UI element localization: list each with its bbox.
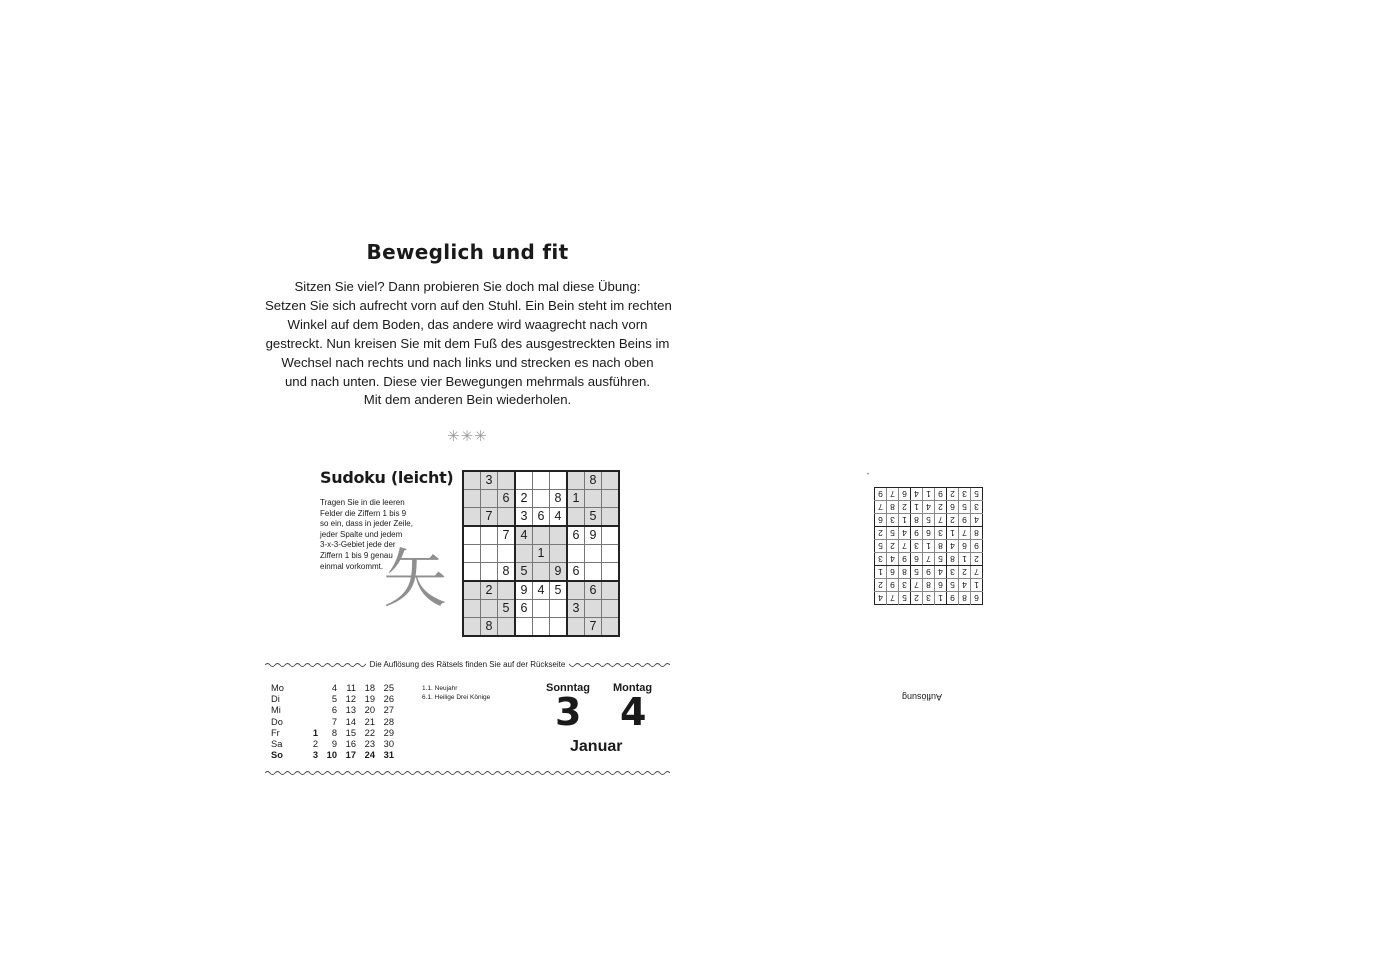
sudoku-cell: 5 [585, 508, 602, 527]
sudoku-cell [533, 563, 550, 582]
solution-cell: 1 [971, 579, 983, 592]
sudoku-cell [463, 526, 481, 545]
sudoku-cell: 6 [567, 563, 585, 582]
sudoku-cell: 3 [567, 600, 585, 618]
solution-cell: 1 [923, 488, 935, 501]
calendar-date: 4 [331, 683, 337, 693]
solution-cell: 6 [971, 592, 983, 605]
instruction-line: jeder Spalte und jedem [320, 529, 403, 539]
solution-cell: 5 [923, 514, 935, 527]
weekday-label: Do [271, 716, 283, 727]
solution-cell: 5 [947, 579, 959, 592]
sudoku-cell: 5 [498, 600, 516, 618]
instruction-line: Felder die Ziffern 1 bis 9 [320, 508, 407, 518]
sudoku-cell [533, 471, 550, 490]
calendar-date: 20 [364, 705, 375, 716]
sudoku-row [463, 618, 619, 637]
sudoku-cell: 8 [498, 563, 516, 582]
sudoku-cell: 7 [585, 618, 602, 637]
sudoku-cell: 3 [481, 471, 498, 490]
solution-cell: 2 [887, 540, 899, 553]
calendar-week-row [271, 705, 394, 716]
calendar-front-page [265, 230, 670, 790]
sudoku-cell [602, 490, 620, 508]
page-title: Beweglich und fit [366, 240, 569, 264]
exercise-line: Setzen Sie sich aufrecht vorn auf den Stuhl. Ein Bein steht im rechten [265, 297, 672, 313]
sudoku-cell: 8 [550, 490, 568, 508]
calendar-date: 26 [383, 694, 394, 705]
sudoku-cell [515, 471, 533, 490]
solution-row [875, 592, 983, 605]
solution-cell: 4 [947, 540, 959, 553]
calendar-date: 9 [331, 739, 337, 750]
exercise-line: Mit dem anderen Bein wiederholen. [363, 392, 572, 408]
sudoku-cell: 3 [515, 508, 533, 527]
day-number-4: 4 [620, 690, 647, 734]
calendar-date [299, 705, 318, 716]
calendar-date: 3 [312, 750, 318, 761]
instruction-line: 3-x-3-Gebiet jede der [320, 540, 396, 550]
calendar-date: 10 [326, 750, 337, 761]
sudoku-title: Sudoku (leicht) [320, 468, 454, 487]
calendar-date: 6 [331, 705, 337, 716]
sudoku-grid [462, 470, 620, 637]
solution-cell: 9 [911, 527, 923, 540]
calendar-back-page [860, 470, 1000, 710]
solution-cell: 3 [875, 553, 887, 566]
sudoku-cell [602, 508, 620, 527]
solution-cell: 6 [935, 579, 947, 592]
calendar-date: 27 [383, 705, 394, 716]
sudoku-cell [550, 618, 568, 637]
sudoku-cell [567, 471, 585, 490]
sudoku-cell: 4 [550, 508, 568, 527]
sudoku-cell [602, 618, 620, 637]
solution-cell: 8 [887, 501, 899, 514]
calendar-date: 30 [383, 739, 394, 750]
sudoku-cell [481, 563, 498, 582]
solution-cell: 6 [923, 527, 935, 540]
solution-cell: 3 [959, 488, 971, 501]
solution-cell: 2 [947, 514, 959, 527]
sudoku-cell [567, 545, 585, 563]
sudoku-cell [498, 471, 516, 490]
calendar-date: 25 [383, 683, 394, 693]
calendar-week-row [271, 739, 394, 750]
solution-cell: 6 [959, 540, 971, 553]
solution-cell: 2 [959, 566, 971, 579]
sudoku-cell [567, 508, 585, 527]
solution-cell: 9 [887, 579, 899, 592]
sudoku-row [463, 581, 619, 600]
sudoku-cell [550, 600, 568, 618]
sudoku-cell: 4 [533, 581, 550, 600]
sudoku-cell [515, 618, 533, 637]
sudoku-cell: 6 [585, 581, 602, 600]
solution-cell: 3 [887, 514, 899, 527]
sudoku-cell [602, 471, 620, 490]
weekday-label: Mo [271, 683, 284, 693]
calendar-date: 1 [312, 727, 318, 738]
calendar-date [299, 694, 318, 705]
solution-hint [265, 660, 670, 669]
solution-cell: 2 [875, 579, 887, 592]
instruction-line: Tragen Sie in die leeren [320, 498, 405, 507]
sudoku-cell [602, 600, 620, 618]
solution-cell: 7 [923, 553, 935, 566]
calendar-date: 16 [345, 739, 356, 750]
solution-cell: 5 [887, 527, 899, 540]
calendar-week-row [271, 717, 394, 728]
solution-cell: 1 [947, 527, 959, 540]
kanji-symbol: 矢 [383, 543, 447, 617]
instruction-line: Ziffern 1 bis 9 genau [320, 550, 393, 560]
solution-cell: 2 [971, 553, 983, 566]
solution-cell: 4 [887, 553, 899, 566]
sudoku-cell [550, 545, 568, 563]
sudoku-cell [602, 545, 620, 563]
sudoku-row [463, 563, 619, 582]
sudoku-cell [585, 600, 602, 618]
solution-cell: 2 [875, 527, 887, 540]
solution-row [875, 527, 983, 540]
calendar-week-row [271, 750, 394, 761]
sudoku-row [463, 545, 619, 563]
weekday-label: Mi [271, 705, 281, 716]
solution-cell: 6 [947, 501, 959, 514]
sudoku-cell [533, 618, 550, 637]
day-name-monday: Montag [613, 682, 653, 694]
solution-cell: 4 [959, 579, 971, 592]
solution-cell: 3 [947, 566, 959, 579]
sudoku-cell: 7 [498, 526, 516, 545]
day-number-3: 3 [555, 690, 582, 734]
weekday-label: Sa [271, 739, 283, 750]
exercise-text [265, 278, 670, 410]
solution-cell: 8 [947, 553, 959, 566]
month-calendar [271, 683, 394, 761]
sudoku-cell [463, 618, 481, 637]
solution-cell: 5 [959, 501, 971, 514]
exercise-line: Wechsel nach rechts und nach links und strecken es nach oben [281, 354, 654, 370]
calendar-date [299, 717, 318, 728]
solution-cell: 5 [971, 488, 983, 501]
calendar-date: 8 [331, 727, 337, 738]
solution-cell: 9 [971, 540, 983, 553]
calendar-date: 24 [364, 750, 375, 761]
holiday-list [422, 685, 490, 702]
solution-cell: 5 [899, 592, 911, 605]
solution-cell: 9 [875, 488, 887, 501]
sudoku-cell: 1 [533, 545, 550, 563]
sudoku-cell: 9 [585, 526, 602, 545]
solution-hint-text: Die Auflösung des Rätsels finden Sie auf der Rückseite [366, 660, 570, 669]
solution-cell: 1 [911, 501, 923, 514]
print-mark: • [867, 472, 870, 478]
sudoku-cell: 9 [515, 581, 533, 600]
solution-cell: 3 [911, 540, 923, 553]
solution-cell: 6 [875, 514, 887, 527]
solution-label: Auflösung [902, 692, 943, 702]
sudoku-cell: 9 [550, 563, 568, 582]
sudoku-row [463, 526, 619, 545]
solution-row [875, 540, 983, 553]
solution-cell: 1 [875, 566, 887, 579]
solution-cell: 3 [971, 501, 983, 514]
holiday-item: 6.1. Heilige Drei Könige [422, 693, 491, 701]
sudoku-row [463, 508, 619, 527]
sudoku-cell [550, 526, 568, 545]
sudoku-row [463, 600, 619, 618]
sudoku-cell [585, 563, 602, 582]
sudoku-cell [602, 581, 620, 600]
solution-cell: 2 [911, 592, 923, 605]
calendar-date: 7 [331, 716, 337, 727]
sudoku-cell: 4 [515, 526, 533, 545]
sudoku-cell [585, 490, 602, 508]
sudoku-row [463, 490, 619, 508]
sudoku-cell [498, 545, 516, 563]
sudoku-cell [481, 490, 498, 508]
sudoku-cell [463, 508, 481, 527]
instruction-line: einmal vorkommt. [320, 561, 384, 571]
solution-cell: 7 [935, 514, 947, 527]
sudoku-cell [533, 490, 550, 508]
solution-cell: 7 [887, 488, 899, 501]
solution-cell: 3 [923, 592, 935, 605]
sudoku-cell: 2 [515, 490, 533, 508]
solution-cell: 4 [899, 527, 911, 540]
day-name-sunday: Sonntag [546, 682, 590, 694]
solution-cell: 2 [947, 488, 959, 501]
sudoku-cell: 5 [550, 581, 568, 600]
sudoku-cell: 5 [515, 563, 533, 582]
sudoku-cell [463, 490, 481, 508]
month-name: Januar [570, 738, 623, 755]
sudoku-cell [533, 526, 550, 545]
calendar-date: 19 [364, 694, 375, 705]
solution-cell: 9 [923, 566, 935, 579]
calendar-date: 14 [345, 716, 356, 727]
solution-cell: 5 [875, 540, 887, 553]
sudoku-cell [498, 508, 516, 527]
sudoku-cell [515, 545, 533, 563]
sudoku-cell [602, 563, 620, 582]
sudoku-cell: 6 [533, 508, 550, 527]
weekday-label: Di [271, 694, 280, 705]
sudoku-cell [567, 618, 585, 637]
instruction-line: so ein, dass in jeder Zeile, [320, 519, 413, 529]
sudoku-cell [463, 600, 481, 618]
solution-cell: 6 [911, 553, 923, 566]
solution-cell: 8 [959, 592, 971, 605]
star-separator: ✳✳✳ [447, 428, 488, 445]
sudoku-cell: 1 [567, 490, 585, 508]
sudoku-cell: 6 [498, 490, 516, 508]
solution-cell: 1 [959, 553, 971, 566]
calendar-date [299, 683, 318, 694]
sudoku-cell [481, 526, 498, 545]
wave-divider-bottom [265, 769, 670, 777]
sudoku-cell [602, 526, 620, 545]
sudoku-cell [463, 471, 481, 490]
holiday-item: 1.1. Neujahr [422, 685, 458, 692]
solution-cell: 2 [899, 501, 911, 514]
calendar-date: 22 [364, 727, 375, 738]
solution-cell: 4 [875, 592, 887, 605]
solution-cell: 3 [899, 579, 911, 592]
solution-row [875, 553, 983, 566]
solution-cell: 7 [887, 592, 899, 605]
exercise-line: Sitzen Sie viel? Dann probieren Sie doch mal diese Übung: [294, 279, 641, 294]
solution-cell: 1 [935, 592, 947, 605]
solution-cell: 4 [971, 514, 983, 527]
sudoku-cell [498, 581, 516, 600]
solution-cell: 9 [947, 592, 959, 605]
solution-cell: 9 [899, 553, 911, 566]
sudoku-cell [463, 581, 481, 600]
solution-cell: 4 [923, 501, 935, 514]
sudoku-cell: 8 [481, 618, 498, 637]
sudoku-cell: 6 [567, 526, 585, 545]
solution-cell: 4 [935, 566, 947, 579]
solution-cell: 7 [959, 527, 971, 540]
calendar-date: 28 [383, 716, 394, 727]
calendar-date: 5 [331, 694, 337, 705]
solution-cell: 7 [971, 566, 983, 579]
solution-cell: 8 [911, 514, 923, 527]
calendar-date: 11 [346, 683, 356, 693]
solution-cell: 8 [971, 527, 983, 540]
sudoku-cell: 2 [481, 581, 498, 600]
solution-row [875, 579, 983, 592]
solution-cell: 5 [935, 553, 947, 566]
solution-cell: 2 [935, 501, 947, 514]
calendar-date: 17 [345, 750, 356, 761]
weekday-label: So [271, 750, 283, 761]
solution-cell: 8 [935, 540, 947, 553]
calendar-week-row [271, 728, 394, 739]
sudoku-cell [481, 545, 498, 563]
calendar-date: 29 [383, 727, 394, 738]
sudoku-cell: 7 [481, 508, 498, 527]
solution-cell: 8 [923, 579, 935, 592]
solution-cell: 9 [959, 514, 971, 527]
exercise-line: gestreckt. Nun kreisen Sie mit dem Fuß des ausgestreckten Beins im [265, 335, 670, 351]
solution-row [875, 514, 983, 527]
solution-cell: 7 [911, 579, 923, 592]
solution-cell: 3 [935, 527, 947, 540]
sudoku-cell [550, 471, 568, 490]
exercise-line: Winkel auf dem Boden, das andere wird waagrecht nach vorn [287, 316, 648, 332]
exercise-line: und nach unten. Diese vier Bewegungen mehrmals ausführen. [284, 373, 651, 389]
solution-cell: 9 [935, 488, 947, 501]
solution-row [875, 488, 983, 501]
weekday-label: Fr [271, 727, 280, 738]
solution-cell: 8 [899, 566, 911, 579]
calendar-date: 18 [364, 683, 375, 693]
solution-cell: 6 [899, 488, 911, 501]
sudoku-cell: 8 [585, 471, 602, 490]
sudoku-cell [463, 545, 481, 563]
calendar-date: 12 [345, 694, 356, 705]
sudoku-cell [481, 600, 498, 618]
calendar-date: 15 [345, 727, 356, 738]
solution-cell: 1 [899, 514, 911, 527]
sudoku-cell [585, 545, 602, 563]
solution-row [875, 501, 983, 514]
sudoku-cell [533, 600, 550, 618]
solution-row [875, 566, 983, 579]
solution-cell: 5 [911, 566, 923, 579]
calendar-date: 13 [345, 705, 356, 716]
calendar-week-row [271, 694, 394, 705]
solution-cell: 1 [923, 540, 935, 553]
solution-grid [874, 487, 983, 605]
sudoku-cell [567, 581, 585, 600]
calendar-week-row [271, 683, 394, 694]
calendar-date: 21 [364, 716, 375, 727]
sudoku-cell [498, 618, 516, 637]
calendar-date: 23 [364, 739, 375, 750]
calendar-date: 2 [312, 739, 318, 750]
solution-cell: 4 [911, 488, 923, 501]
calendar-date: 31 [383, 750, 394, 761]
solution-cell: 7 [875, 501, 887, 514]
sudoku-row [463, 471, 619, 490]
solution-cell: 6 [887, 566, 899, 579]
solution-cell: 7 [899, 540, 911, 553]
sudoku-cell: 6 [515, 600, 533, 618]
sudoku-cell [463, 563, 481, 582]
